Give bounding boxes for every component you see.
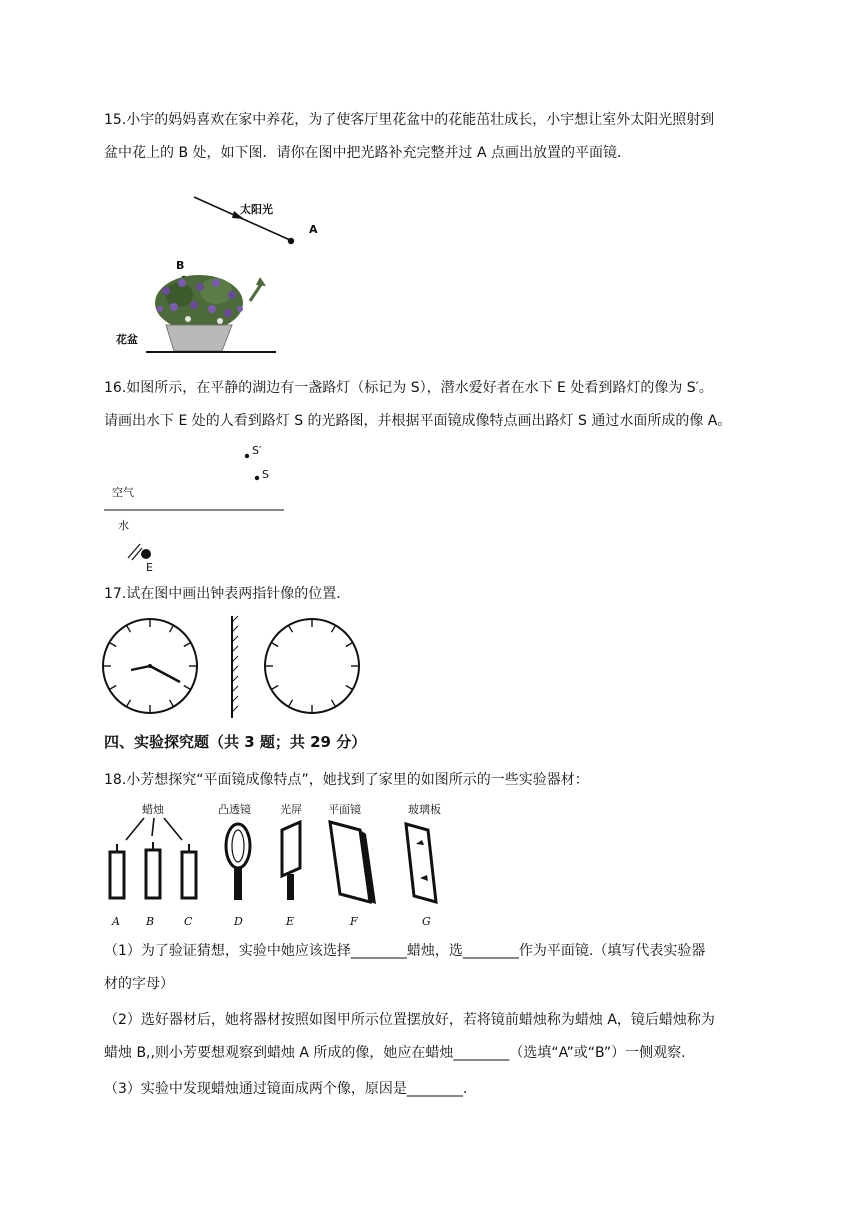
- glass-plate-icon: [406, 824, 436, 902]
- point-a-label: A: [309, 223, 318, 236]
- candle-pointer-mid: [152, 818, 154, 836]
- letter-d: D: [234, 915, 243, 928]
- water-label: 水: [118, 519, 129, 532]
- q18-part1-line-2: 材的字母）: [104, 976, 174, 992]
- candle-label: 蜡烛: [142, 803, 164, 816]
- q15-line-1: 15.小宇的妈妈喜欢在家中养花，为了使客厅里花盆中的花能茁壮成长，小宇想让室外太阳光照射到: [104, 112, 715, 128]
- q18-part3: （3）实验中发现蜡烛通过镜面成两个像，原因是________.: [104, 1081, 468, 1097]
- letter-b: B: [146, 915, 155, 928]
- glass-label: 玻璃板: [408, 803, 441, 816]
- q18-figure: [104, 800, 464, 932]
- candle-b-icon: [146, 842, 160, 898]
- pot-label: 花盆: [116, 333, 138, 346]
- point-b-label: B: [176, 259, 185, 272]
- minute-hand: [150, 666, 180, 682]
- s-prime-dot: [245, 454, 249, 458]
- clock-right: [265, 619, 359, 713]
- screen-label: 光屏: [280, 803, 302, 816]
- letter-g: G: [422, 915, 431, 928]
- letter-e: E: [286, 915, 295, 928]
- mirror-icon: [232, 616, 238, 718]
- e-label: E: [146, 561, 153, 574]
- mirror-label: 平面镜: [328, 803, 361, 816]
- air-label: 空气: [112, 486, 134, 499]
- hour-hand: [131, 666, 150, 670]
- q16-line-1: 16.如图所示，在平静的湖边有一盏路灯（标记为 S），潜水爱好者在水下 E 处看到路灯的像为 S′。: [104, 380, 713, 396]
- s-prime-label: S′: [252, 444, 262, 457]
- s-label: S: [262, 468, 269, 481]
- sunlight-label: 太阳光: [240, 203, 273, 216]
- lens-label: 凸透镜: [218, 803, 251, 816]
- eye-icon: [128, 544, 151, 560]
- plane-mirror-icon: [330, 822, 376, 904]
- letter-f: F: [350, 915, 358, 928]
- convex-lens-icon: [226, 824, 250, 900]
- q18-part1-line-1: （1）为了验证猜想，实验中她应该选择________蜡烛，选________作为平面镜.（填写代表实验器: [104, 943, 706, 959]
- s-dot: [255, 476, 259, 480]
- clock-left: [103, 619, 197, 713]
- candle-c-icon: [182, 844, 196, 898]
- light-screen-icon: [282, 822, 300, 900]
- candle-pointer-right: [164, 818, 182, 840]
- candle-a-icon: [110, 844, 124, 898]
- flower-pot-icon: [166, 325, 232, 351]
- letter-a: A: [112, 915, 120, 928]
- q18-part2-line-2: 蜡烛 B,,则小芳要想观察到蜡烛 A 所成的像，她应在蜡烛________（选填“A”或“B”）一侧观察.: [104, 1045, 686, 1061]
- q18-part2-line-1: （2）选好器材后，她将器材按照如图甲所示位置摆放好，若将镜前蜡烛称为蜡烛 A，镜后蜡烛称为: [104, 1012, 715, 1028]
- q16-figure: [104, 440, 304, 578]
- flower-plant-icon: [155, 275, 243, 331]
- candle-pointer-left: [126, 818, 144, 840]
- point-a-dot: [288, 238, 294, 244]
- q17-line-1: 17.试在图中画出钟表两指针像的位置．: [104, 586, 351, 602]
- q15-line-2: 盆中花上的 B 处，如下图．请你在图中把光路补充完整并过 A 点画出放置的平面镜．: [104, 145, 631, 161]
- leaf-arrow-icon: [250, 277, 266, 301]
- q18-intro: 18.小芳想探究“平面镜成像特点”，她找到了家里的如图所示的一些实验器材：: [104, 772, 589, 788]
- section-heading: 四、实验探究题（共 3 题；共 29 分）: [104, 733, 367, 751]
- q17-figure: [100, 614, 400, 720]
- q15-figure: [104, 185, 344, 360]
- letter-c: C: [184, 915, 193, 928]
- q16-line-2: 请画出水下 E 处的人看到路灯 S 的光路图，并根据平面镜成像特点画出路灯 S 通过水面所成的像 A。: [104, 413, 732, 429]
